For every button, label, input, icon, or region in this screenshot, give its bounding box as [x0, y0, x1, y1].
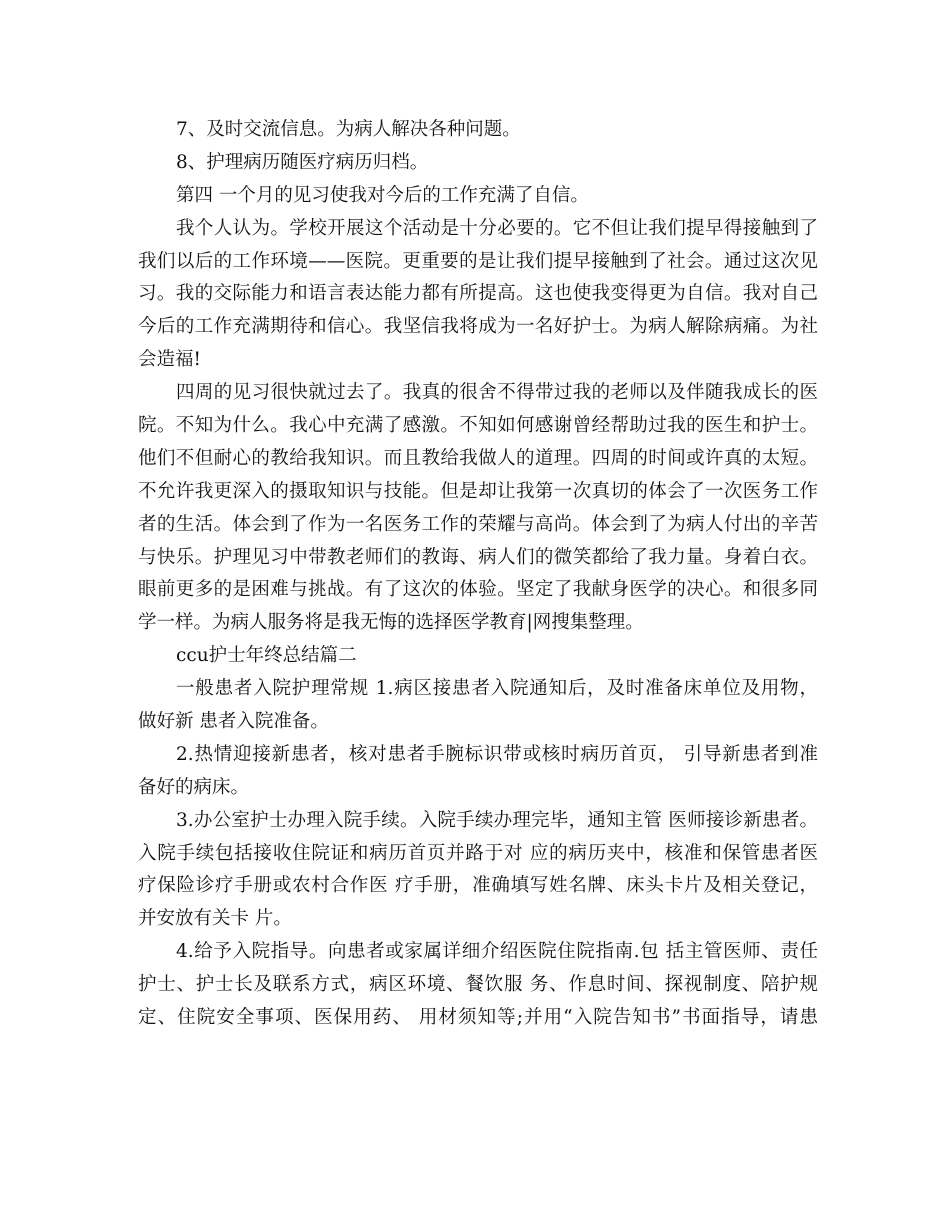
text-line: 我个人认为。学校开展这个活动是十分必要的。它不但让我们提早得接触到了 — [176, 217, 818, 239]
text-line: 定、住院安全事项、医保用药、 用材须知等;并用“入院告知书”书面指导，请患 — [138, 1007, 818, 1029]
text-line: 2.热情迎接新患者，核对患者手腕标识带或核时病历首页， 引导新患者到准 — [176, 743, 818, 765]
text-line: 4.给予入院指导。向患者或家属详细介绍医院住院指南.包 括主管医师、责任 — [176, 941, 818, 963]
text-line: 不允许我更深入的摄取知识与技能。但是却让我第一次真切的体会了一次医务工作 — [138, 480, 818, 502]
text-line: 8、护理病历随医疗病历归档。 — [176, 151, 429, 173]
text-line: 四周的见习很快就过去了。我真的很舍不得带过我的老师以及伴随我成长的医 — [176, 382, 818, 404]
text-line: 并安放有关卡 片。 — [138, 908, 292, 930]
text-line: 者的生活。体会到了作为一名医务工作的荣耀与高尚。体会到了为病人付出的辛苦 — [138, 513, 818, 535]
text-line: 一般患者入院护理常规 1.病区接患者入院通知后，及时准备床单位及用物， — [176, 678, 818, 700]
text-line: 习。我的交际能力和语言表达能力都有所提高。这也使我变得更为自信。我对自己 — [138, 283, 818, 305]
text-line: ccu护士年终总结篇二 — [176, 645, 357, 667]
text-line: 7、及时交流信息。为病人解决各种问题。 — [176, 119, 521, 140]
text-line: 备好的病床。 — [138, 776, 250, 798]
text-line: 入院手续包括接收住院证和病历首页并路于对 应的病历夹中，核准和保管患者医 — [138, 842, 818, 864]
text-line: 眼前更多的是困难与挑战。有了这次的体验。坚定了我献身医学的决心。和很多同 — [138, 579, 818, 601]
text-line: 我们以后的工作环境——医院。更重要的是让我们提早接触到了社会。通过这次见 — [138, 250, 818, 272]
text-line: 做好新 患者入院准备。 — [138, 711, 329, 733]
text-line: 与快乐。护理见习中带教老师们的教诲、病人们的微笑都给了我力量。身着白衣。 — [138, 546, 818, 568]
text-line: 会造福! — [138, 349, 201, 371]
text-line: 学一样。为病人服务将是我无悔的选择医学教育|网搜集整理。 — [138, 612, 644, 634]
text-line: 第四 一个月的见习使我对今后的工作充满了自信。 — [176, 184, 589, 206]
text-line: 护士、护士长及联系方式，病区环境、餐饮服 务、作息时间、探视制度、陪护规 — [138, 974, 818, 996]
text-line: 院。不知为什么。我心中充满了感激。不知如何感谢曾经帮助过我的医生和护士。 — [138, 415, 818, 437]
text-line: 疗保险诊疗手册或农村合作医 疗手册，准确填写姓名牌、床头卡片及相关登记， — [138, 875, 818, 897]
document-body — [138, 114, 818, 1035]
text-line: 今后的工作充满期待和信心。我坚信我将成为一名好护士。为病人解除病痛。为社 — [138, 316, 818, 338]
text-line: 他们不但耐心的教给我知识。而且教给我做人的道理。四周的时间或许真的太短。 — [138, 447, 818, 469]
text-line: 3.办公室护士办理入院手续。入院手续办理完毕，通知主管 医师接诊新患者。 — [176, 809, 818, 831]
